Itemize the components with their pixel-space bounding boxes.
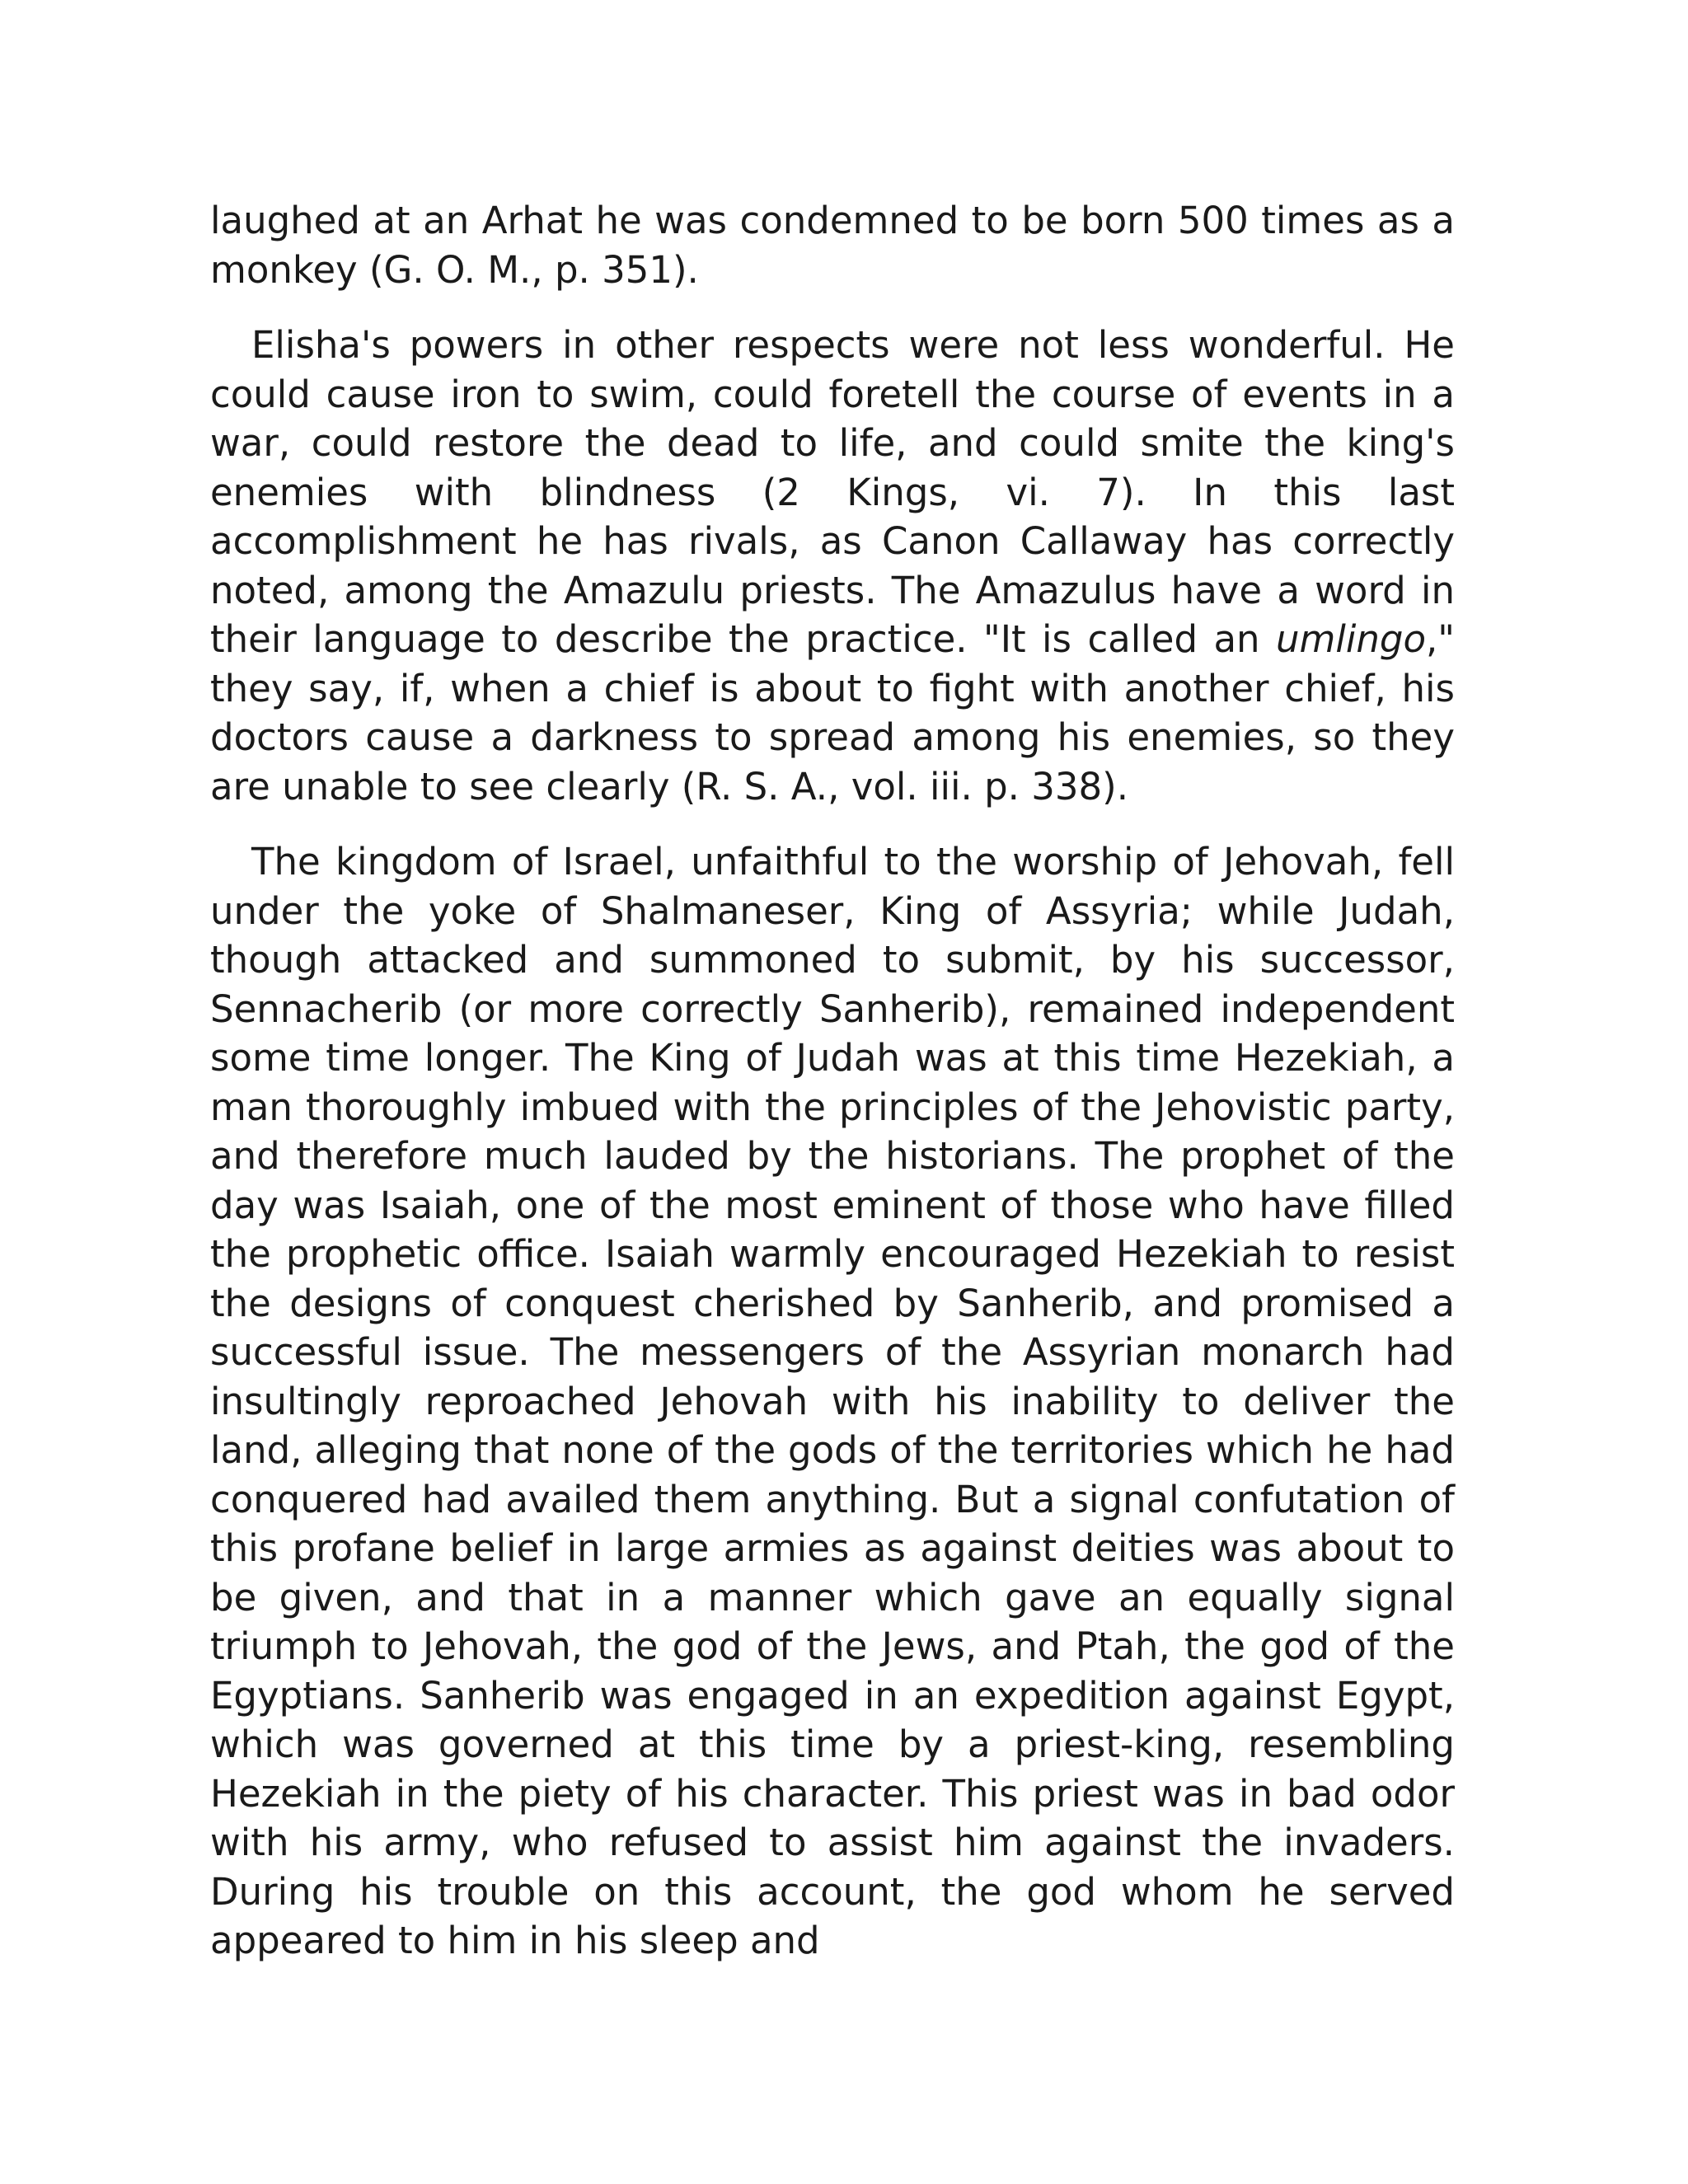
paragraph-kingdom-israel (210, 837, 1455, 1966)
paragraph-text: Elisha's powers in other respects were not less wonderful. He could cause iron to swim, could foretell the course of events in a war, could restore the dead to life, and could smite the king's enemies with blindness (2 Kings, vi. 7). In this last accomplishment he has rivals, as Canon Callaway has correctly noted, among the Amazulu priests. The Amazulus have a word in their language to describe the practice. "It is called an (210, 323, 1455, 661)
paragraph-text: The kingdom of Israel, unfaithful to the worship of Jehovah, fell under the yoke of Shalmaneser, King of Assyria; while Judah, though attacked and summoned to submit, by his successor, Sennacherib (or more correctly Sanherib), remained independent some time longer. The King of Judah was at this time Hezekiah, a man thoroughly imbued with the principles of the Jehovistic party, and therefore much lauded by the historians. The prophet of the day was Isaiah, one of the most eminent of those who have filled the prophetic office. Isaiah warmly encouraged Hezekiah to resist the designs of conquest cherished by Sanherib, and promised a successful issue. The messengers of the Assyrian monarch had insultingly reproached Jehovah with his inability to deliver the land, alleging that none of the gods of the territories which he had conquered had availed them anything. But a signal confutation of this profane belief in large armies as against deities was about to be given, and that in a manner which gave an equally signal triumph to Jehovah, the god of the Jews, and Ptah, the god of the Egyptians. Sanherib was engaged in an expedition against Egypt, which was governed at this time by a priest-king, resembling Hezekiah in the piety of his character. This priest was in bad odor with his army, who refused to assist him against the invaders. During his trouble on this account, the god whom he served appeared to him in his sleep and (210, 840, 1455, 1962)
italic-term-umlingo: umlingo (1276, 617, 1426, 661)
page-body (210, 196, 1455, 1966)
paragraph-elisha-powers (210, 321, 1455, 811)
paragraph-text: laughed at an Arhat he was condemned to be born 500 times as a monkey (G. O. M., p. 351). (210, 199, 1455, 292)
paragraph-arhat-monkey (210, 196, 1455, 294)
paragraph-text: ," they say, if, when a chief is about to fight with another chief, his doctors cause a darkness to spread among his enemies, so they are unable to see clearly (R. S. A., vol. iii. p. 338). (210, 617, 1455, 808)
